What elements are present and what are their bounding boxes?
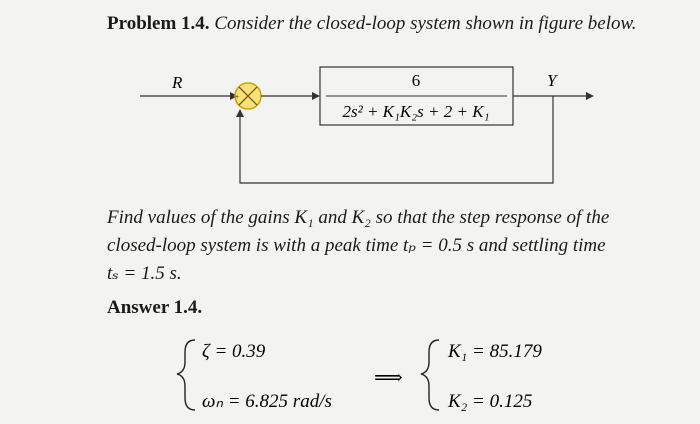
question-text [107,204,667,288]
question-line: closed-loop system is with a peak time tₚ = 0.5 s and settling time [107,235,606,256]
input-label: R [172,73,183,92]
output-label: Y [547,71,557,90]
right-brace [421,340,439,410]
summing-junction [235,83,261,109]
left-brace [177,340,195,410]
question-line: tₛ = 1.5 s. [107,263,182,284]
svg-text:+: + [235,94,240,101]
output-arrow [586,92,594,100]
problem-text: Consider the closed-loop system shown in figure below. [214,13,637,34]
tf-numerator: 6 [411,71,421,90]
omega-equation: ωₙ = 6.825 rad/s [202,391,332,412]
problem-label: Problem 1.4. [107,13,210,34]
tf-denominator: 2s² + K₁K₂s + 2 + K₁ [342,102,490,121]
k2-result: K₂ = 0.125 [448,391,533,412]
question-line: Find values of the gains K₁ and K₂ so that the step response of the [107,207,610,228]
answer-title: Answer 1.4. [107,297,203,318]
k1-result: K₁ = 85.179 [448,341,542,362]
implies-arrow: ⟹ [374,365,403,389]
forward-arrow [312,92,320,100]
zeta-equation: ζ = 0.39 [202,341,266,362]
feedback-arrow [236,109,244,117]
